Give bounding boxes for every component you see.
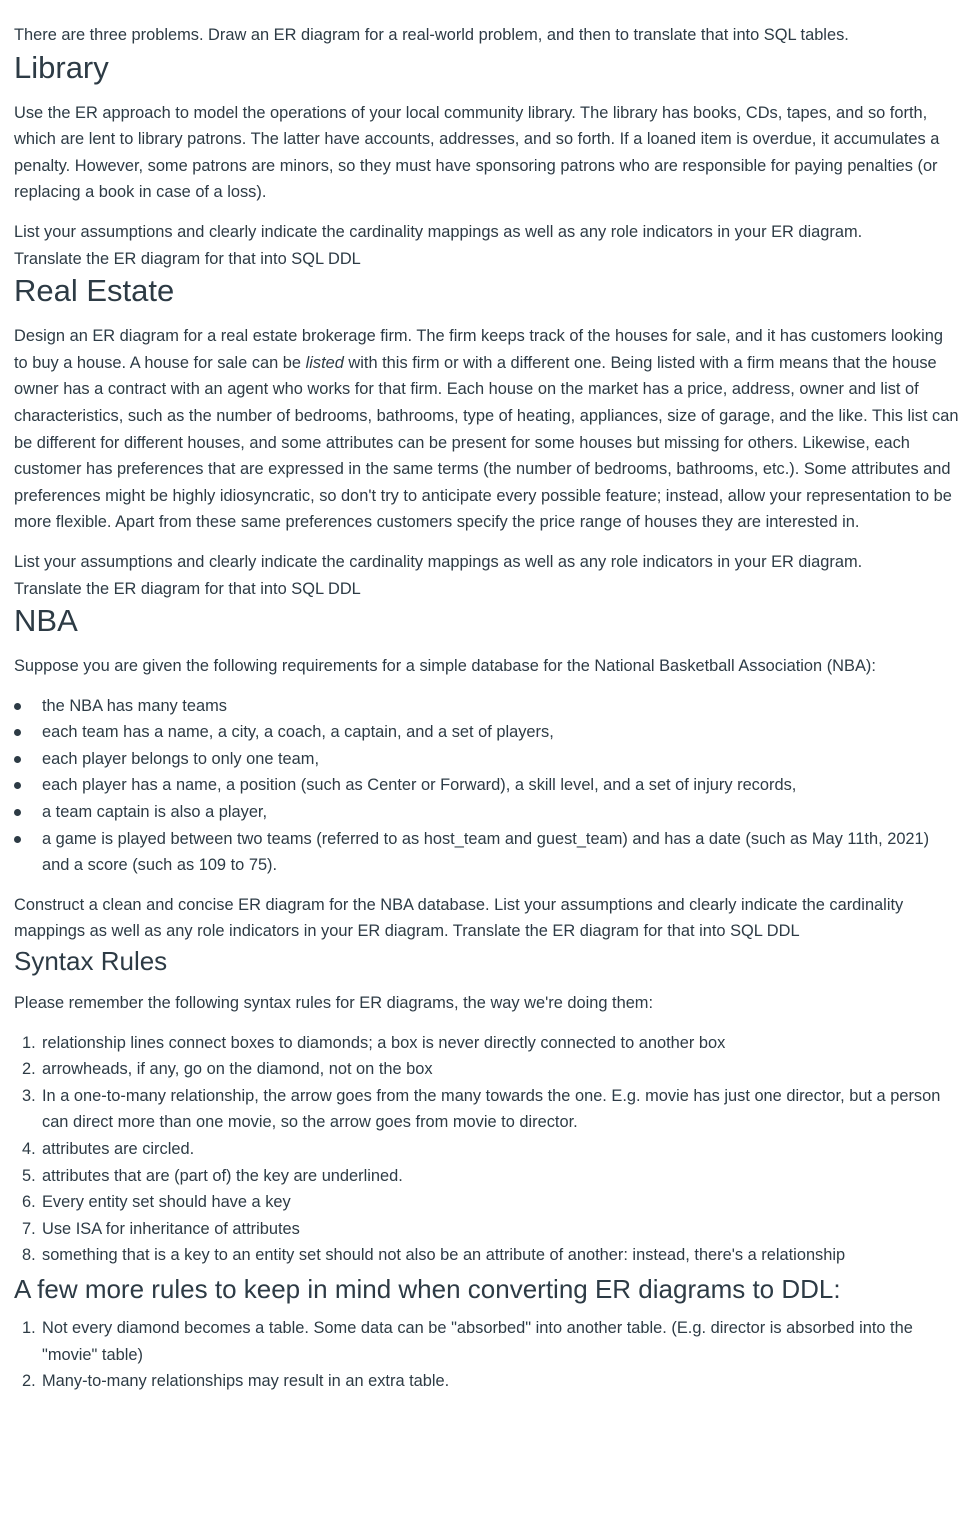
real-estate-paragraph-part2: with this firm or with a different one. Being listed with a firm means that the house owner has a contract with an agent who works for that firm. Each house on the market has a price, address, owner and list of characteristics, such as the number of bedrooms, bathrooms, type of heating, appliances, size of garage, and the like. This list can be different for different houses, and some attributes can be present for some houses but missing for others. Likewise, each customer has preferences that are expressed in the same terms (the number of bedrooms, bathrooms, etc.). Some attributes and preferences might be highly idiosyncratic, so don't try to anticipate every possible feature; instead, allow your representation to be more flexible. Apart from these same preferences customers specify the price range of houses they are interested in. [14,353,959,532]
list-item: a game is played between two teams (referred to as host_team and guest_team) and has a date (such as May 11th, 2021) and a score (such as 109 to 75). [42,826,960,879]
list-item: 2. arrowheads, if any, go on the diamond, not on the box [22,1060,433,1079]
syntax-rules-intro: Please remember the following syntax rules for ER diagrams, the way we're doing them: [14,994,654,1013]
nba-requirements-list [14,693,960,879]
bullet-icon [14,836,21,843]
library-heading: Library [14,49,109,85]
nba-intro: Suppose you are given the following requirements for a simple database for the National Basketball Association (NBA): [14,657,876,676]
real-estate-paragraph [14,323,960,536]
list-item: 7. Use ISA for inheritance of attributes [22,1219,300,1238]
real-estate-instructions [14,549,960,602]
list-item: 5. attributes that are (part of) the key are underlined. [22,1166,403,1185]
bullet-icon [14,756,21,763]
bullet-icon [14,703,21,710]
list-item: a team captain is also a player, [42,799,960,826]
list-item: 6. Every entity set should have a key [22,1193,291,1212]
list-item: 4. attributes are circled. [22,1140,195,1158]
list-item: the NBA has many teams [42,693,960,720]
list-item: each player belongs to only one team, [42,746,960,773]
library-instructions [14,219,960,272]
bullet-icon [14,729,21,736]
syntax-rules-heading: Syntax Rules [14,946,168,977]
list-item: 2. Many-to-many relationships may result in an extra table. [22,1372,450,1391]
bullet-icon [14,782,21,789]
list-item: 8. something that is a key to an entity set should not also be an attribute of another: instead, there's a relationship [22,1246,846,1265]
list-item: 3. In a one-to-many relationship, the arrow goes from the many towards the one. E.g. movie has just one director, but a person can direct more than one movie, so the arrow goes from movie to director. [22,1086,941,1132]
list-item: each player has a name, a position (such as Center or Forward), a skill level, and a set of injury records, [42,772,960,799]
real-estate-listed-emphasis: listed [305,353,344,372]
real-estate-heading: Real Estate [14,273,175,309]
library-instructions-line2: Translate the ER diagram for that into SQL DDL [14,249,361,268]
real-estate-instructions-line1: List your assumptions and clearly indicate the cardinality mappings as well as any role indicators in your ER diagram. [14,552,863,571]
intro-text: There are three problems. Draw an ER diagram for a real-world problem, and then to translate that into SQL tables. [14,26,849,44]
nba-closing: Construct a clean and concise ER diagram for the NBA database. List your assumptions and clearly indicate the cardinality mappings as well as any role indicators in your ER diagram. Translate the ER diagram for that into SQL DDL [14,895,904,941]
syntax-rules-list [14,1030,960,1269]
library-instructions-line1: List your assumptions and clearly indicate the cardinality mappings as well as any role indicators in your ER diagram. [14,222,863,241]
list-item: each team has a name, a city, a coach, a captain, and a set of players, [42,719,960,746]
real-estate-paragraph-part1: Design an ER diagram for a real estate brokerage firm. The firm keeps track of the houses for sale, and it has customers looking to buy a house. A house for sale can be [14,327,943,372]
real-estate-instructions-line2: Translate the ER diagram for that into SQL DDL [14,579,361,598]
ddl-rules-list [14,1315,960,1395]
nba-heading: NBA [14,603,78,639]
ddl-rules-heading: A few more rules to keep in mind when converting ER diagrams to DDL: [14,1273,841,1304]
list-item: 1. Not every diamond becomes a table. Some data can be "absorbed" into another table. (E.g. director is absorbed into the "movie" table) [22,1318,913,1364]
library-paragraph: Use the ER approach to model the operations of your local community library. The library has books, CDs, tapes, and so forth, which are lent to library patrons. The latter have accounts, addresses, and so forth. If a loaned item is overdue, it accumulates a penalty. However, some patrons are minors, so they must have sponsoring patrons who are responsible for paying penalties (or replacing a book in case of a loss). [14,103,940,202]
list-item: 1. relationship lines connect boxes to diamonds; a box is never directly connected to another box [22,1033,726,1052]
bullet-icon [14,809,21,816]
